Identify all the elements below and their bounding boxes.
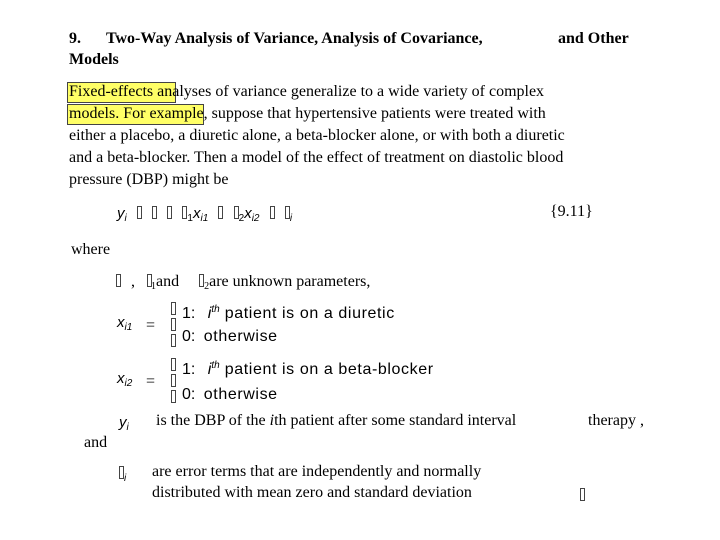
params-comma: , (131, 273, 135, 290)
params-and: and (156, 273, 180, 290)
y-text-i: i (269, 412, 275, 429)
params-text: are unknown parameters, (209, 273, 371, 290)
x2-equals: = (146, 373, 156, 390)
beta0-glyph-box (116, 274, 121, 287)
eq-x1: x (192, 205, 201, 222)
x2-case1-num: 1: (182, 361, 196, 378)
section-title-line2: Models (69, 51, 119, 68)
where-label: where (71, 241, 111, 258)
equation-number: {9.11} (550, 203, 593, 220)
eq-sub-1: 1 (187, 213, 193, 224)
eq-sub-i2: i2 (251, 213, 260, 224)
y-definition-text (156, 412, 516, 430)
error-definition-line-2: distributed with mean zero and standard deviation (152, 484, 472, 501)
paragraph-line-2 (69, 105, 546, 123)
x1-case0-num: 0: (182, 328, 196, 345)
epsilon-sub: i (124, 473, 127, 484)
x2-case-0 (182, 386, 278, 404)
section-title-end: and Other (558, 30, 629, 47)
brace-glyph-box (171, 390, 176, 403)
x1-case1-text: patient is on a diuretic (219, 305, 395, 322)
x1-sub: i1 (124, 322, 133, 333)
x1-case-0 (182, 328, 278, 346)
x2-brace (171, 358, 176, 403)
y-text-a: is the DBP of the (156, 412, 270, 429)
highlighted-text: models. For exam (69, 105, 185, 122)
eq-sub-i: i (289, 213, 293, 224)
y-symbol (119, 414, 129, 433)
and-label: and (84, 434, 108, 451)
paragraph-line-1 (69, 83, 544, 101)
x2-x: x (117, 370, 125, 387)
brace-glyph-box (171, 334, 176, 347)
x2-case1-i: i (207, 361, 212, 378)
brace-glyph-box (171, 318, 176, 331)
x2-case0-text: otherwise (203, 386, 278, 403)
y-y: y (119, 414, 127, 431)
eq-sub-i: i (124, 213, 127, 224)
x1-equals: = (146, 317, 156, 334)
paragraph-text: ple, suppose that hypertensive patients were treated with (184, 105, 546, 122)
x2-symbol (117, 370, 132, 389)
x2-case0-num: 0: (182, 386, 196, 403)
section-title: Two-Way Analysis of Variance, Analysis of Covariance, (106, 30, 483, 47)
paragraph-text: analyses of variance generalize to a wide variety of complex (153, 83, 545, 100)
plus-glyph-box (270, 206, 275, 219)
x1-case1-sup: th (211, 304, 220, 315)
x1-x: x (117, 314, 125, 331)
y-text-b: th patient after some standard interval (274, 412, 517, 429)
beta0-glyph-box (152, 206, 157, 219)
error-definition-line-1: are error terms that are independently and normally (152, 463, 482, 480)
plus-glyph-box (218, 206, 223, 219)
x2-sub: i2 (124, 378, 133, 389)
eq-y: y (117, 205, 125, 222)
highlighted-text: Fixed-effects (69, 83, 154, 100)
eq-sub-2: 2 (238, 213, 245, 224)
x1-case-1 (182, 304, 395, 323)
eq-sub-i1: i1 (200, 213, 209, 224)
x1-symbol (117, 314, 132, 333)
paragraph-line-3: either a placebo, a diuretic alone, a beta-blocker alone, or with both a diuretic (69, 127, 565, 144)
parameters-line (116, 273, 370, 292)
paragraph-line-5: pressure (DBP) might be (69, 171, 229, 188)
paragraph-line-4: and a beta-blocker. Then a model of the effect of treatment on diastolic blood (69, 149, 564, 166)
params-sub-1: 1 (151, 281, 156, 292)
epsilon-symbol (119, 465, 126, 484)
brace-glyph-box (171, 374, 176, 387)
sigma-box (580, 488, 585, 501)
section-number: 9. (69, 30, 81, 47)
brace-glyph-box (171, 302, 176, 315)
x1-brace (171, 302, 176, 347)
plus-glyph-box (167, 206, 172, 219)
x1-case0-text: otherwise (203, 328, 278, 345)
params-sub-2: 2 (204, 281, 210, 292)
x2-case1-sup: th (211, 360, 220, 371)
y-sub: i (126, 422, 129, 433)
model-equation (117, 205, 292, 224)
y-therapy-text: therapy , (588, 412, 644, 429)
x2-case1-text: patient is on a beta-blocker (219, 361, 434, 378)
x2-case-1 (182, 360, 434, 379)
x1-case1-i: i (207, 305, 212, 322)
x1-case1-num: 1: (182, 305, 196, 322)
eq-x2: x (244, 205, 252, 222)
equals-glyph-box (137, 206, 142, 219)
brace-glyph-box (171, 358, 176, 371)
sigma-glyph-box (580, 487, 585, 505)
